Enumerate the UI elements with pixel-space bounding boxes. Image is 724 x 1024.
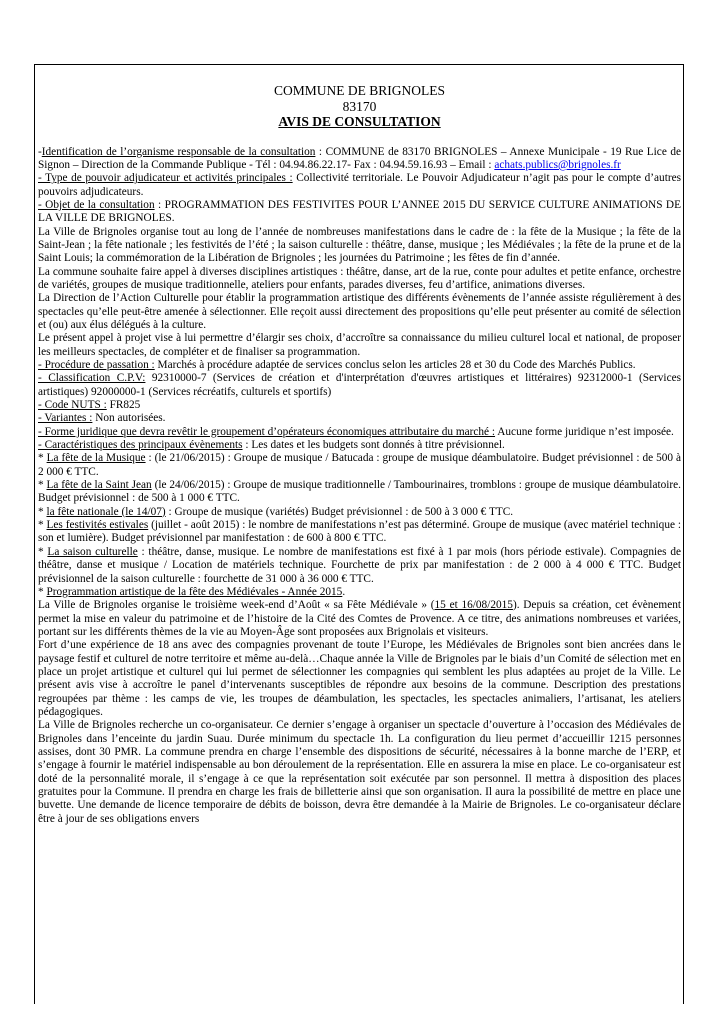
section-text: FR825 xyxy=(109,399,141,412)
section-type-pouvoir xyxy=(38,172,681,199)
section-identification xyxy=(38,146,681,173)
section-date: 15 et 16/08/2015 xyxy=(434,599,513,612)
section-text: COMMUNE de 83170 BRIGNOLES – Annexe Municipale - 19 Rue Lice de Signon – Direction de la Commande Publique - Tél : 04.94.86.22.17- Fax : 04.94.59.16.93 – Email : xyxy=(38,145,681,171)
section-label: La fête de la Saint Jean xyxy=(46,479,152,492)
section-text: Les dates et les budgets sont donnés à titre prévisionnel. xyxy=(251,439,505,452)
section-forme xyxy=(38,426,681,439)
section-prefix: - xyxy=(38,145,42,158)
section-label: Identification de l’organisme responsable de la consultation xyxy=(41,145,316,158)
section-label: La saison culturelle xyxy=(47,545,138,558)
section-text: Le présent appel à projet vise à lui permettre d’élargir ses choix, d’accroître sa connaissance du milieu culturel local et national, de proposer les meilleurs spectacles, de compléter et de finaliser sa programmation. xyxy=(38,332,681,358)
section-label: La fête de la Musique xyxy=(46,452,146,465)
section-separator: : xyxy=(145,452,155,465)
sections-container xyxy=(38,146,681,827)
section-prefix: * xyxy=(38,585,47,598)
section-prefix: * xyxy=(38,479,47,492)
section-estivales xyxy=(38,519,681,546)
section-objet xyxy=(38,199,681,226)
section-saint-jean xyxy=(38,479,681,506)
section-text: : Groupe de musique (variétés) Budget prévisionnel : de 500 à 3 000 € TTC. xyxy=(168,505,514,518)
section-label: Les festivités estivales xyxy=(46,519,149,532)
section-label: - Caractéristiques des principaux évènements xyxy=(38,439,243,452)
section-label: - Objet de la consultation xyxy=(38,198,155,211)
section-para-6 xyxy=(38,639,681,719)
section-para-7 xyxy=(38,719,681,826)
section-text: Collectivité territoriale. Le Pouvoir Adjudicateur n’agit pas pour le compte d’autres pouvoirs adjudicateurs. xyxy=(38,172,682,198)
section-label: - Forme juridique que devra revêtir le groupement d’opérateurs économiques attributaire du marché : xyxy=(38,425,496,438)
section-text: (le 21/06/2015) : Groupe de musique / Batucada : groupe de musique déambulatoire. Budget prévisionnel : de 500 à 2 000 € TTC. xyxy=(38,452,681,478)
section-text: : théâtre, danse, musique. Le nombre de manifestations est fixé à 1 par mois (hors période estivale). Compagnies de théâtre, danse et musique / Location de matériels technique. Fourchette de prix par manifestation : de 2 000 à 4 000 € TTC. Budget prévisionnel de la saison culturelle : fourchette de 31 000 à 36 000 € TTC. xyxy=(38,545,681,585)
section-para-2 xyxy=(38,266,681,293)
section-text: La Ville de Brignoles organise tout au long de l’année de nombreuses manifestations dans le cadre de : la fête de la Musique ; la fête de la Saint-Jean ; la fête nationale ; les festivités de l’été ; la saison culturelle : théâtre, danse, musique ; les Médiévales ; la fête de la prune et de la Saint Louis; la commémoration de la Libération de Brignoles ; les journées du Patrimoine ; les fêtes de fin d’année. xyxy=(38,225,681,265)
document-body xyxy=(38,83,681,826)
section-label: Programmation artistique de la fête des Médiévales - Année 2015 xyxy=(46,585,343,598)
section-variantes xyxy=(38,412,681,425)
section-text: La Ville de Brignoles recherche un co-organisateur. Ce dernier s’engage à organiser un spectacle d’ouverture à l’occasion des Médiévales de Brignoles dans l’enceinte du jardin Suau. Durée minimum du spectacle 1h. La configuration du lieu permet d’accueillir 1215 personnes assises, dont 30 PMR. La commune prendra en charge l’ensemble des dispositions de sécurité, nécessaires à la bonne marche de l’ERP, et s’engage à fournir le matériel indispensable au bon déroulement de la représentation. Elle en assurera la mise en place. Le co-organisateur est doté de la personnalité morale, il s’engage à ce que la représentation soit exécutée par son personnel. Il mettra à disposition des places gratuites pour la Commune. Il prendra en charge les frais de billetterie ainsi que son organisation. Il aura la possibilité de mettre en place une buvette. Une demande de licence temporaire de débits de boisson, devra être demandée à la Mairie de Brignoles. Le co-organisateur déclare être à jour de ses obligations envers xyxy=(38,719,681,825)
section-caracteristiques xyxy=(38,439,681,452)
section-prefix: * xyxy=(38,519,47,532)
section-text: (le 24/06/2015) : Groupe de musique traditionnelle / Tambourinaires, tromblons : groupe de musique déambulatoire. Budget prévisionnel : de 500 à 1 000 € TTC. xyxy=(38,479,681,505)
section-nationale xyxy=(38,506,681,519)
section-text: . xyxy=(342,585,346,598)
section-text: PROGRAMMATION DES FESTIVITES POUR L’ANNEE 2015 DU SERVICE CULTURE ANIMATIONS DE LA VILLE DE BRIGNOLES. xyxy=(38,198,681,225)
section-text: (juillet - août 2015) : le nombre de manifestations n’est pas déterminé. Groupe de musique (avec matériel technique : son et lumière). Budget prévisionnel par manifestation : de 600 à 800 € TTC. xyxy=(38,519,681,545)
section-text: ). Depuis sa création, cet évènement permet la mise en valeur du patrimoine et de l’histoire de la Cité des Comtes de Provence. A ce titre, des animations nombreuses et variées, portant sur les différents thèmes de la vie au Moyen-Âge sont proposées aux Brignolais et visiteurs. xyxy=(38,599,681,638)
section-text: La commune souhaite faire appel à diverses disciplines artistiques : théâtre, danse, art de la rue, conte pour adultes et petite enfance, orchestre de variétés, groupes de musique traditionnelle, ateliers pour enfants, parades diverses, feu d’artifice, animations diverses. xyxy=(38,265,681,291)
section-prefix: * xyxy=(38,545,48,558)
section-separator: : xyxy=(154,198,165,211)
section-procedure xyxy=(38,359,681,372)
section-prefix: * xyxy=(38,452,47,465)
section-text: Marchés à procédure adaptée de services conclus selon les articles 28 et 30 du Code des Marchés Publics. xyxy=(157,359,636,371)
section-saison xyxy=(38,546,681,586)
section-label: la fête nationale (le 14/07) xyxy=(46,505,166,518)
section-cpv xyxy=(38,372,681,399)
section-para-5 xyxy=(38,599,681,639)
section-text: 92310000-7 (Services de création et d'interprétation d'œuvres artistiques et littéraires) 92312000-1 (Services artistiques) 92000000-1 (Services récréatifs, culturels et sportifs) xyxy=(38,372,681,398)
section-text-before: La Ville de Brignoles organise le troisième week-end d’Août « sa Fête Médiévale » ( xyxy=(38,599,435,612)
section-para-1 xyxy=(38,226,681,266)
postal-code: 83170 xyxy=(342,98,377,114)
section-para-4 xyxy=(38,332,681,359)
section-separator: : xyxy=(315,145,326,158)
email-link[interactable]: achats.publics@brignoles.fr xyxy=(494,158,621,171)
section-label: - Variantes : xyxy=(38,412,93,425)
section-text: Fort d’une expérience de 18 ans avec des compagnies provenant de toute l’Europe, les Médiévales de Brignoles sont bien ancrées dans le paysage festif et culturel de notre territoire et même au-delà…Chaque année la Ville de Brignoles par le biais d’un Comité de sélection met en place un projet artistique et culturel qui lui permet de sélectionner les compagnies qui semblent les plus adaptées au projet de la Ville. Le présent avis vise à accroître le panel d’intervenants susceptibles de répondre aux besoins de la commune. Description des prestations regroupées par thème : les camps de vie, les troupes de déambulation, les spectacles, les spectacles animaliers, l’artisanat, les ateliers pédagogiques. xyxy=(38,639,681,718)
section-medievales xyxy=(38,586,681,599)
section-label: - Classification C.P.V: xyxy=(38,372,146,385)
section-separator: : xyxy=(242,439,252,452)
section-nuts xyxy=(38,399,681,412)
section-label: - Procédure de passation : xyxy=(38,359,155,371)
section-text: Non autorisées. xyxy=(95,412,166,425)
commune-name: COMMUNE DE BRIGNOLES xyxy=(273,83,445,98)
section-label: - Type de pouvoir adjudicateur et activités principales : xyxy=(38,172,293,185)
section-label: - Code NUTS : xyxy=(38,399,107,412)
section-para-3 xyxy=(38,292,681,332)
section-musique xyxy=(38,452,681,479)
section-text: Aucune forme juridique n’est imposée. xyxy=(497,425,674,438)
document-title: AVIS DE CONSULTATION xyxy=(278,114,441,129)
section-prefix: * xyxy=(38,505,47,518)
section-text: La Direction de l’Action Culturelle pour établir la programmation artistique des différents évènements de l’année assiste régulièrement à des spectacles qu’elle peut-être amenée à sélectionner. Elle reçoit aussi directement des propositions qu’elle peut présenter au comité de sélection et (ou) aux élus délégués à la culture. xyxy=(38,292,681,331)
